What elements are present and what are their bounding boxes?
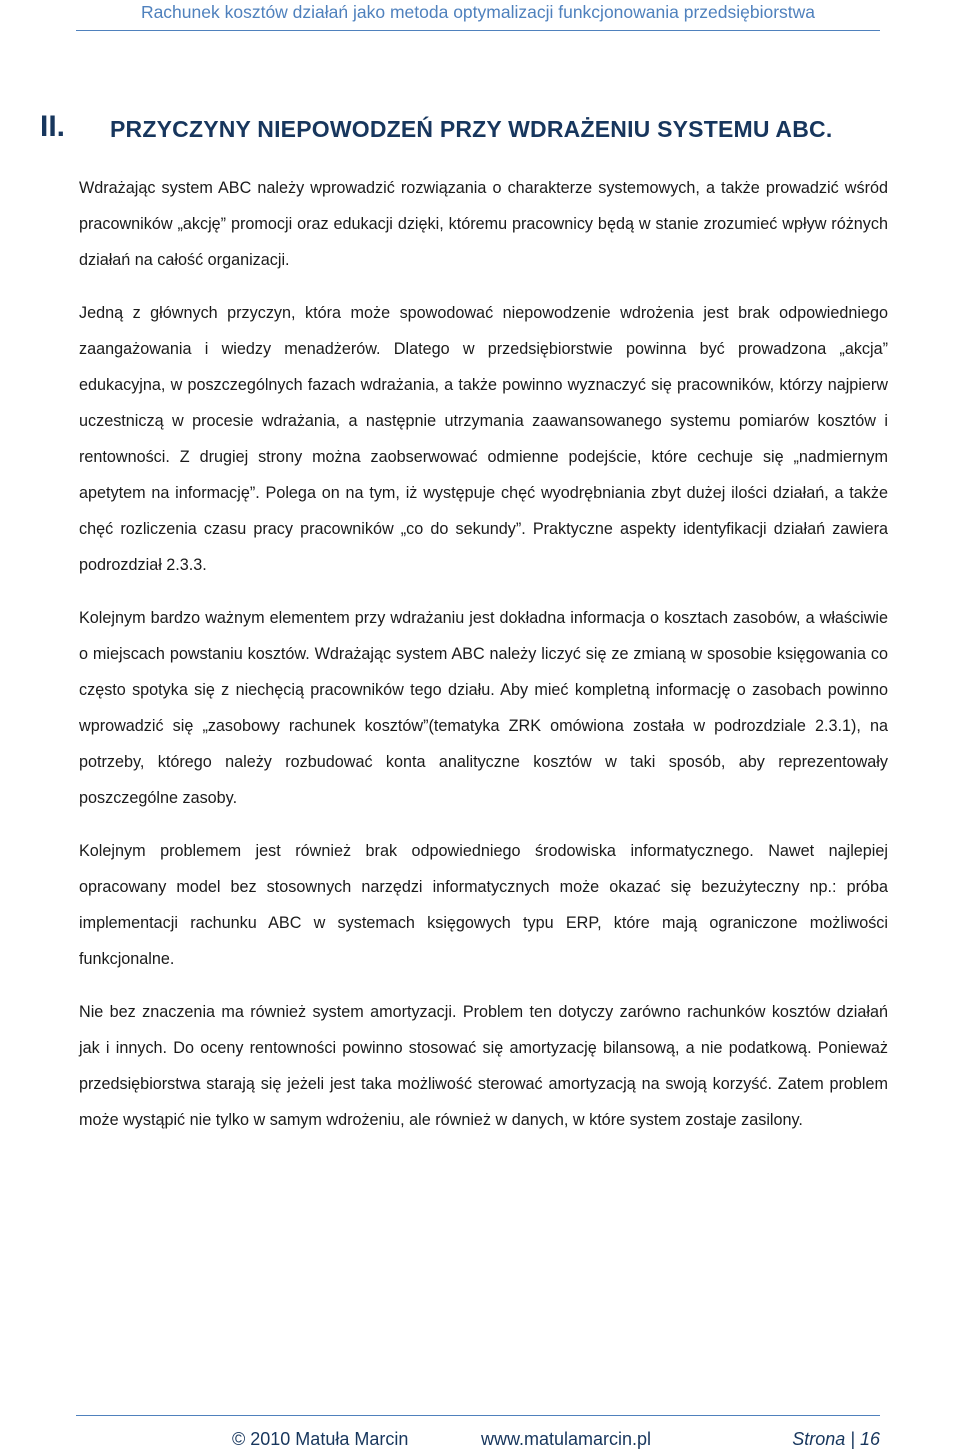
paragraph: Nie bez znaczenia ma również system amortyzacji. Problem ten dotyczy zarówno rachunków kosztów działań jak i innych. Do oceny rentowności powinno stosować się amortyzację bilansową, a nie podatkową. Ponieważ przedsiębiorstwa starają się jeżeli jest taka możliwość sterować amortyzacją na swoją korzyść. Zatem problem może wystąpić nie tylko w samym wdrożeniu, ale również w danych, w które system zostaje zasilony. xyxy=(79,1003,888,1129)
section-heading xyxy=(40,110,920,146)
section-number: II. xyxy=(40,110,66,143)
paragraph: Kolejnym bardzo ważnym elementem przy wdrażaniu jest dokładna informacja o kosztach zasobów, a właściwie o miejscach powstaniu kosztów. Wdrażając system ABC należy liczyć się ze zmianą w sposobie księgowania co często spotyka się z niechęcią pracowników tego działu. Aby mieć kompletną informację o zasobach powinno wprowadzić się „zasobowy rachunek kosztów”(tematyka ZRK omówiona została w podrozdziale 2.3.1), na potrzeby, którego należy rozbudować konta analityczne kosztów w taki sposób, aby reprezentowały poszczególne zasoby. xyxy=(79,609,888,807)
footer-copyright: © 2010 Matuła Marcin xyxy=(232,1429,409,1449)
paragraph: Wdrażając system ABC należy wprowadzić rozwiązania o charakterze systemowych, a także prowadzić wśród pracowników „akcję” promocji oraz edukacji dzięki, któremu pracownicy będą w stanie zrozumieć wpływ różnych działań na całość organizacji. xyxy=(79,179,888,269)
footer-url-link[interactable]: www.matulamarcin.pl xyxy=(481,1429,652,1449)
footer-page-number: Strona | 16 xyxy=(792,1429,880,1449)
page-footer xyxy=(76,1415,880,1454)
paragraph: Jedną z głównych przyczyn, która może spowodować niepowodzenie wdrożenia jest brak odpowiedniego zaangażowania i wiedzy menadżerów. Dlatego w przedsiębiorstwie powinna być prowadzona „akcja” edukacyjna, w poszczególnych fazach wdrażania, a także powinno wyznaczyć się pracowników, którzy najpierw uczestniczą w procesie wdrażania, a następnie utrzymania zaawansowanego systemu pomiarów kosztów i rentowności. Z drugiej strony można zaobserwować odmienne podejście, które cechuje się „nadmiernym apetytem na informację”. Polega on na tym, iż występuje chęć wyodrębniania zbyt dużej ilości działań, a także chęć rozliczenia czasu pracy pracowników „co do sekundy”. Praktyczne aspekty identyfikacji działań zawiera podrozdział 2.3.3. xyxy=(79,304,888,574)
running-header-title: Rachunek kosztów działań jako metoda optymalizacji funkcjonowania przedsiębiorstwa xyxy=(140,2,816,22)
body-text xyxy=(79,170,888,1155)
paragraph: Kolejnym problemem jest również brak odpowiedniego środowiska informatycznego. Nawet najlepiej opracowany model bez stosownych narzędzi informatycznych może okazać się bezużyteczny np.: próba implementacji rachunku ABC w systemach księgowych typu ERP, które mają ograniczone możliwości funkcjonalne. xyxy=(79,842,888,968)
section-title: PRZYCZYNY NIEPOWODZEŃ PRZY WDRAŻENIU SYSTEMU ABC. xyxy=(110,116,833,142)
page-header xyxy=(76,0,880,31)
